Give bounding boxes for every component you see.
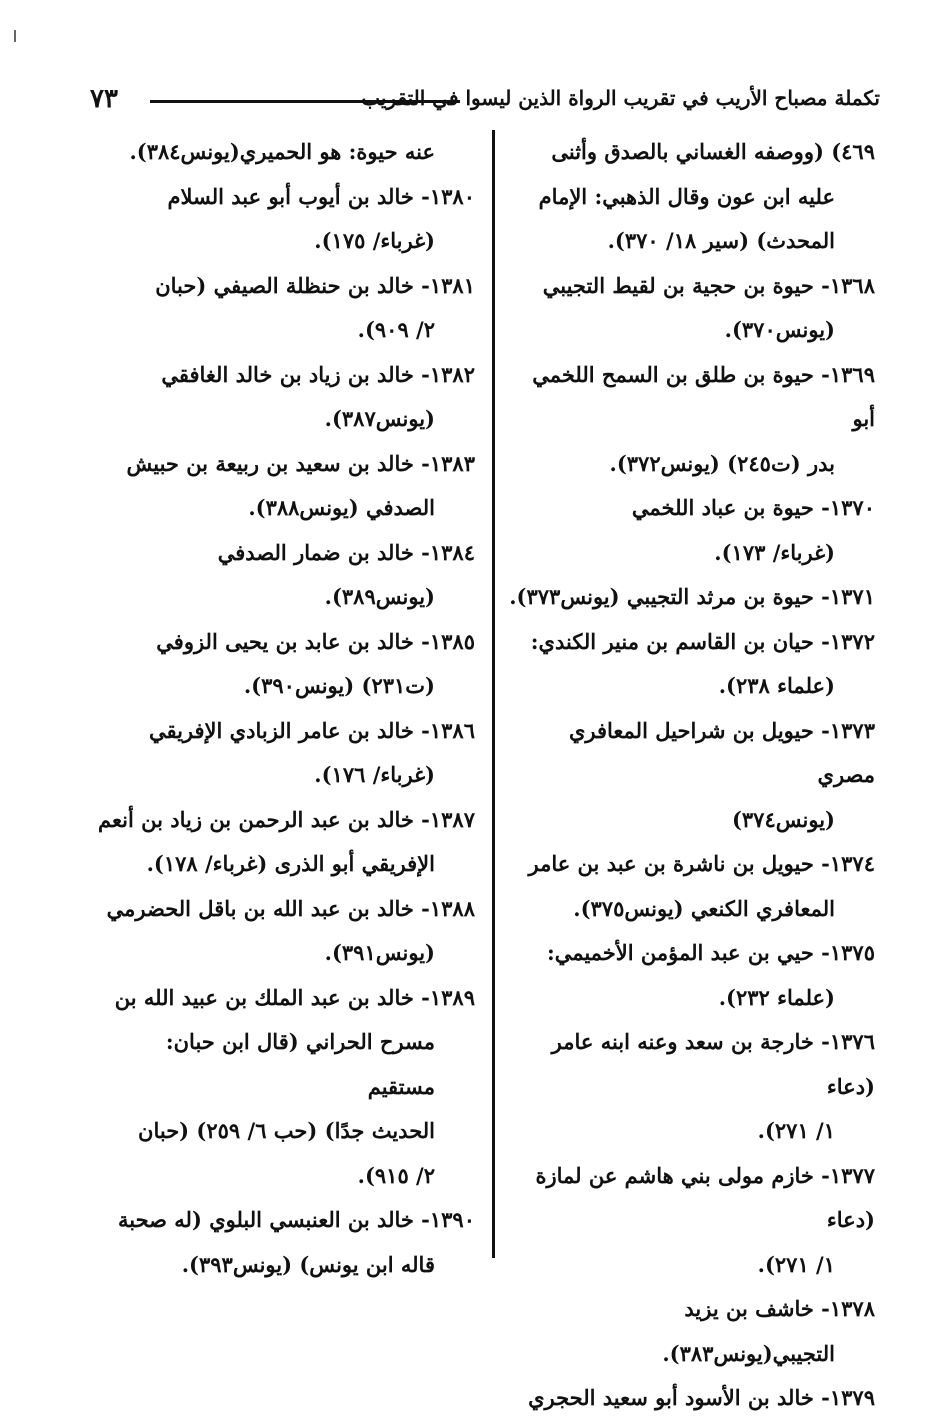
entry-heading-line: ١٣٨٧- خالد بن عبد الرحمن بن زياد بن أنعم	[98, 806, 475, 832]
entry-heading-line: ١٣٧٤- حيويل بن ناشرة بن عبد بن عامر	[528, 851, 875, 876]
entry-heading-line: ١٣٧٨- خاشف بن يزيد	[684, 1296, 875, 1321]
entry-heading-line: ١٣٨٤- خالد بن ضمار الصدفي	[217, 539, 475, 565]
entry-continuation-line: (يونس٣٧٠).	[724, 317, 835, 342]
biography-entry	[505, 353, 875, 487]
biography-entry	[95, 620, 475, 709]
left-column	[95, 130, 475, 1287]
entry-heading-line: ١٣٨٣- خالد بن سعيد بن ربيعة بن حبيش	[126, 450, 475, 476]
entry-continuation-line: الحديث جدًا) (حب ٦/ ٢٥٩) (حبان	[138, 1118, 435, 1143]
entry-continuation-line: بدر (ت٢٤٥) (يونس٣٧٢).	[609, 450, 835, 476]
biography-entry	[95, 353, 475, 442]
entry-continuation-line: المعافري الكنعي (يونس٣٧٥).	[573, 895, 835, 921]
book-title: تكملة مصباح الأريب في تقريب الرواة الذين ليسوا في التقريب	[361, 86, 880, 110]
scan-mark	[14, 30, 16, 42]
biography-entry	[505, 1154, 875, 1288]
entry-heading-line: ١٣٦٩- حيوة بن طلق بن السمح اللخمي أبو	[532, 361, 875, 431]
entry-continuation-line: المحدث) (سير ١٨/ ٣٧٠).	[607, 228, 835, 253]
entry-continuation-line: الصدفي (يونس٣٨٨).	[248, 495, 435, 520]
entry-heading-line: ١٣٧٩- خالد بن الأسود أبو سعيد الحجري	[528, 1385, 875, 1410]
biography-entry	[505, 1376, 875, 1421]
running-header	[90, 80, 880, 120]
entry-heading-line: ١٣٧١- حيوة بن مرثد التجيبي (يونس٣٧٣).	[509, 584, 875, 609]
entry-continuation-line: (ت٢٣١) (يونس٣٩٠).	[243, 673, 435, 698]
entry-heading-line: ١٣٧٠- حيوة بن عباد اللخمي	[631, 495, 875, 520]
column-divider	[492, 130, 495, 1258]
entry-continuation-line: ٢/ ٩١٥).	[357, 1162, 435, 1188]
biography-entry	[505, 931, 875, 1020]
entry-continuation-line: ١/ ٢٧١).	[757, 1118, 835, 1143]
entry-continuation-line: (علماء ٢٣٢).	[718, 984, 835, 1010]
entry-heading-line: ١٣٨٥- خالد بن عابد بن يحيى الزوفي	[156, 628, 475, 654]
entry-heading-line: ١٣٨٦- خالد بن عامر الزبادي الإفريقي	[148, 717, 475, 743]
biography-entry	[95, 175, 475, 264]
header-rule	[150, 100, 460, 103]
biography-entry	[505, 842, 875, 931]
biography-entry	[505, 1020, 875, 1154]
entry-heading-line: ١٣٧٧- خازم مولى بني هاشم عن لمازة (دعاء	[535, 1162, 875, 1232]
biography-entry	[95, 1198, 475, 1287]
biography-entry	[505, 575, 875, 620]
biography-entry	[95, 798, 475, 887]
entry-continuation-line: عنه حيوة: هو الحميري(يونس٣٨٤).	[129, 139, 435, 164]
entry-continuation-line: (غرباء/ ١٧٥).	[314, 228, 435, 253]
page-number: ٧٣	[90, 84, 118, 114]
biography-entry	[95, 130, 475, 175]
biography-entry	[505, 1287, 875, 1376]
entry-continuation-line: (غرباء/ ١٧٦).	[314, 762, 435, 787]
biography-entry	[95, 531, 475, 620]
biography-entry	[95, 264, 475, 353]
biography-entry	[505, 130, 875, 264]
entry-continuation-line: (غرباء/ ١٧٣).	[714, 539, 835, 565]
entry-heading-line: ١٣٧٦- خارجة بن سعد وعنه ابنه عامر (دعاء	[551, 1029, 875, 1099]
entry-heading-line: ١٣٧٣- حيويل بن شراحيل المعافري مصري	[568, 717, 875, 787]
biography-entry	[505, 486, 875, 575]
biography-entry	[505, 709, 875, 843]
entry-continuation-line: عليه ابن عون وقال الذهبي: الإمام	[538, 183, 835, 209]
entry-continuation-line: (علماء ٢٣٨).	[718, 673, 835, 698]
entry-heading-line: ١٣٨٢- خالد بن زياد بن خالد الغافقي	[161, 361, 475, 387]
biography-entry	[95, 976, 475, 1199]
entry-heading-line: ٤٦٩) (ووصفه الغساني بالصدق وأثنى	[551, 139, 875, 164]
entry-continuation-line: (يونس٣٩١).	[324, 940, 435, 965]
entry-heading-line: ١٣٨٨- خالد بن عبد الله بن باقل الحضرمي	[106, 895, 475, 921]
entry-continuation-line: مسرح الحراني (قال ابن حبان: مستقيم	[165, 1029, 435, 1099]
entry-continuation-line: الإفريقي أبو الذرى (غرباء/ ١٧٨).	[146, 851, 435, 876]
entry-continuation-line: (يونس٣٨٧).	[324, 406, 435, 431]
entry-heading-line: ١٣٧٥- حيي بن عبد المؤمن الأخميمي:	[546, 940, 875, 965]
entry-heading-line: ١٣٩٠- خالد بن العنبسي البلوي (له صحبة	[118, 1207, 475, 1232]
right-column	[505, 130, 875, 1421]
entry-continuation-line: التجيبي(يونس٣٨٣).	[662, 1340, 835, 1366]
biography-entry	[505, 264, 875, 353]
entry-continuation-line: ١/ ٢٧١).	[757, 1251, 835, 1277]
entry-continuation-line: ٢/ ٩٠٩).	[357, 317, 435, 342]
entry-heading-line: ١٣٦٨- حيوة بن حجية بن لقيط التجيبي	[542, 272, 875, 298]
biography-entry	[95, 887, 475, 976]
entry-heading-line: ١٣٧٢- حيان بن القاسم بن منير الكندي:	[530, 628, 875, 654]
biography-entry	[95, 442, 475, 531]
entry-heading-line: ١٣٨٩- خالد بن عبد الملك بن عبيد الله بن	[114, 984, 475, 1010]
entry-heading-line: ١٣٨٠- خالد بن أيوب أبو عبد السلام	[167, 183, 475, 209]
biography-entry	[95, 709, 475, 798]
entry-continuation-line: (يونس٣٨٩).	[324, 584, 435, 609]
biography-entry	[505, 620, 875, 709]
entry-continuation-line: قاله ابن يونس) (يونس٣٩٣).	[181, 1251, 435, 1277]
entry-heading-line: ١٣٨١- خالد بن حنظلة الصيفي (حبان	[155, 272, 475, 298]
entry-continuation-line: (يونس٣٧٤)	[731, 806, 835, 832]
